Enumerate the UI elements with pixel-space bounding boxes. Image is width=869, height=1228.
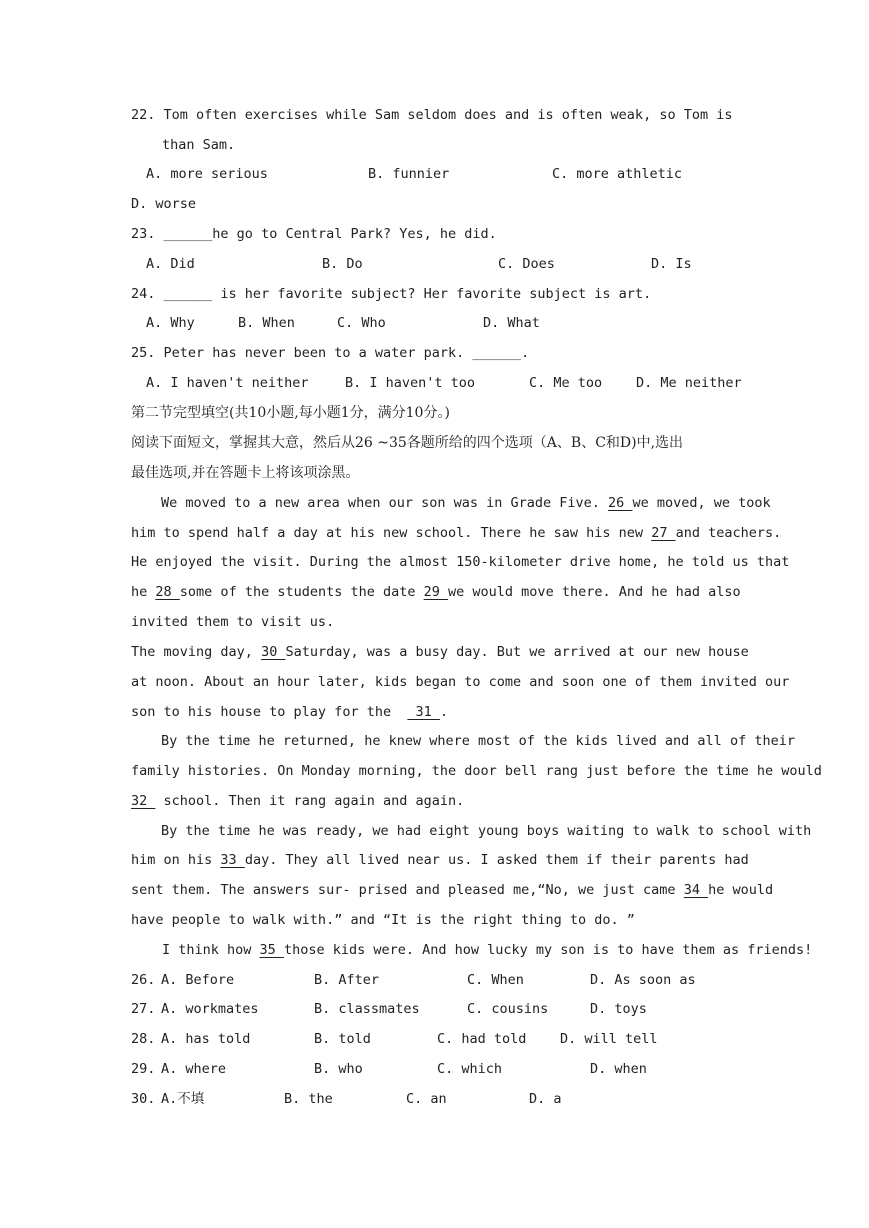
blank-34: 34	[683, 882, 709, 898]
blank-32: 32	[131, 793, 156, 809]
question-24	[131, 286, 651, 302]
option-a: A.不填	[161, 1091, 205, 1107]
question-number: 23.	[131, 226, 156, 242]
option-c: C. which	[437, 1061, 503, 1077]
option-b: B. classmates	[314, 1001, 420, 1017]
answer-number: 26.	[131, 972, 156, 988]
passage-line: him on his 33 day. They all lived near us. I asked them if their parents had	[131, 852, 749, 868]
question-23	[131, 226, 497, 242]
section-title: 第二节完型填空(共10小题,每小题1分，满分10分。)	[131, 405, 450, 421]
answer-number: 29.	[131, 1061, 156, 1077]
option-a: A. Why	[146, 315, 195, 331]
answer-number: 30.	[131, 1091, 156, 1107]
passage-line: 32 school. Then it rang again and again.	[131, 793, 465, 809]
blank-29: 29	[423, 584, 449, 600]
option-a: A. has told	[161, 1031, 251, 1047]
option-a: A. Did	[146, 256, 195, 272]
passage-line: him to spend half a day at his new school. There he saw his new 27 and teachers.	[131, 525, 782, 541]
question-text: Peter has never been to a water park. ______.	[163, 345, 530, 361]
question-number: 24.	[131, 286, 156, 302]
option-c: C. cousins	[467, 1001, 549, 1017]
question-22	[131, 107, 732, 123]
option-d: D. worse	[131, 196, 197, 212]
option-c: C. more athletic	[552, 166, 683, 182]
blank-31: 31	[407, 704, 440, 720]
blank-27: 27	[651, 525, 676, 541]
passage-line: By the time he returned, he knew where most of the kids lived and all of their	[161, 733, 795, 749]
option-a: A. Before	[161, 972, 235, 988]
section-instruction: 阅读下面短文，掌握其大意，然后从26 ~35各题所给的四个选项（A、B、C和D)中,选出	[131, 435, 684, 451]
passage-line: son to his house to play for the 31 .	[131, 704, 449, 720]
option-d: D. will tell	[560, 1031, 658, 1047]
option-d: D. What	[483, 315, 540, 331]
option-d: D. Is	[651, 256, 692, 272]
option-b: B. funnier	[368, 166, 450, 182]
question-number: 25.	[131, 345, 156, 361]
option-b: B. who	[314, 1061, 363, 1077]
answer-number: 27.	[131, 1001, 156, 1017]
blank-30: 30	[261, 644, 286, 660]
option-c: C. Who	[337, 315, 386, 331]
passage-line: invited them to visit us.	[131, 614, 335, 630]
passage-line: have people to walk with.” and “It is the right thing to do. ”	[131, 912, 635, 928]
option-d: D. a	[529, 1091, 562, 1107]
option-b: B. I haven't too	[345, 375, 476, 391]
passage-line: I think how 35 those kids were. And how lucky my son is to have them as friends!	[162, 942, 813, 958]
passage-line: family histories. On Monday morning, the door bell rang just before the time he would	[131, 763, 822, 779]
option-b: B. When	[238, 315, 295, 331]
option-b: B. After	[314, 972, 380, 988]
option-a: A. more serious	[146, 166, 268, 182]
blank-26: 26	[608, 495, 633, 511]
option-b: B. told	[314, 1031, 371, 1047]
passage-line: By the time he was ready, we had eight young boys waiting to walk to school with	[161, 823, 812, 839]
question-text: Tom often exercises while Sam seldom does and is often weak, so Tom is	[163, 107, 733, 123]
question-number: 22.	[131, 107, 156, 123]
option-a: A. workmates	[161, 1001, 259, 1017]
section-instruction-cont: 最佳选项,并在答题卡上将该项涂黑。	[131, 465, 360, 481]
question-25	[131, 345, 529, 361]
passage-line: He enjoyed the visit. During the almost 150-kilometer drive home, he told us that	[131, 554, 790, 570]
question-22-cont: than Sam.	[162, 137, 236, 153]
passage-line: at noon. About an hour later, kids began to come and soon one of them invited our	[131, 674, 790, 690]
option-b: B. the	[284, 1091, 333, 1107]
option-c: C. an	[406, 1091, 447, 1107]
option-c: C. Does	[498, 256, 555, 272]
option-d: D. when	[590, 1061, 647, 1077]
question-text: ______ is her favorite subject? Her favorite subject is art.	[163, 286, 652, 302]
blank-35: 35	[259, 942, 284, 958]
option-b: B. Do	[322, 256, 363, 272]
answer-number: 28.	[131, 1031, 156, 1047]
question-text: ______he go to Central Park? Yes, he did.	[163, 226, 497, 242]
option-d: D. Me neither	[636, 375, 742, 391]
option-c: C. When	[467, 972, 524, 988]
passage-line: We moved to a new area when our son was in Grade Five. 26 we moved, we took	[161, 495, 771, 511]
option-c: C. had told	[437, 1031, 527, 1047]
blank-33: 33	[220, 852, 245, 868]
option-a: A. where	[161, 1061, 227, 1077]
passage-line: sent them. The answers sur- prised and pleased me,“No, we just came 34 he would	[131, 882, 774, 898]
option-c: C. Me too	[529, 375, 603, 391]
option-d: D. toys	[590, 1001, 647, 1017]
passage-line: The moving day, 30 Saturday, was a busy day. But we arrived at our new house	[131, 644, 749, 660]
passage-line: he 28 some of the students the date 29 we would move there. And he had also	[131, 584, 741, 600]
option-a: A. I haven't neither	[146, 375, 309, 391]
option-d: D. As soon as	[590, 972, 696, 988]
blank-28: 28	[155, 584, 180, 600]
